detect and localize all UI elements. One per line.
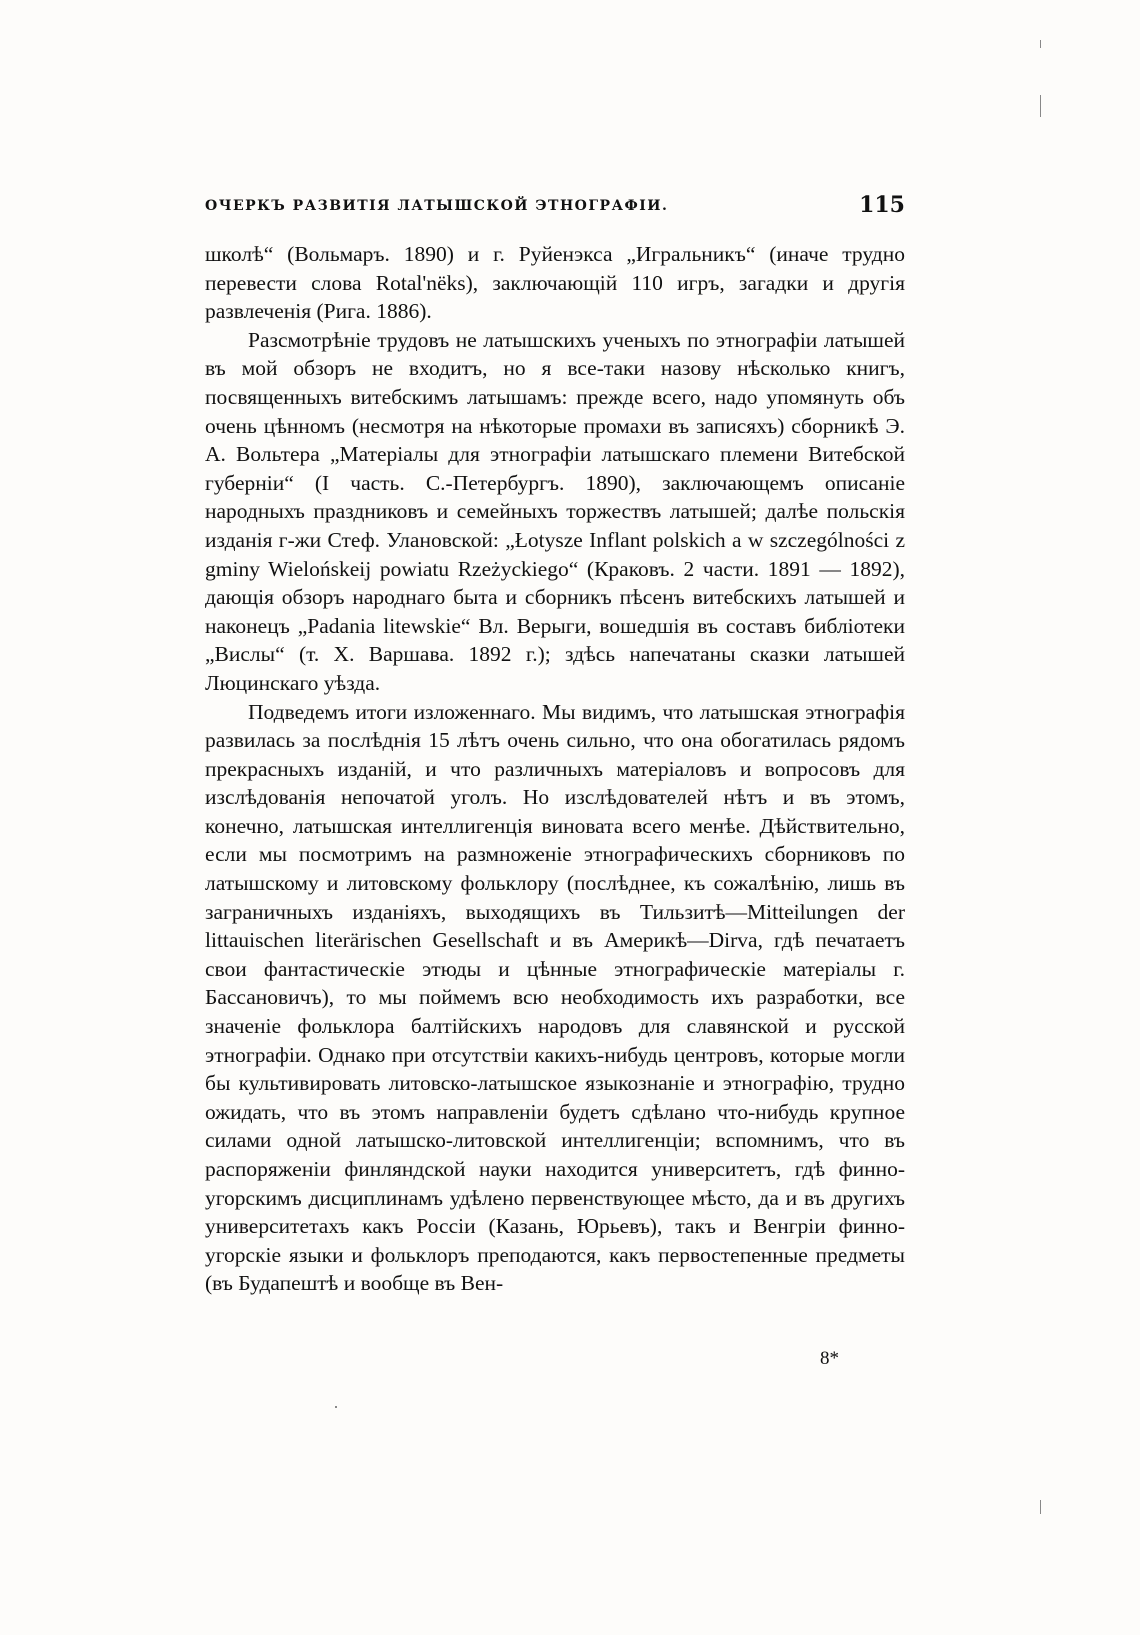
scan-speck — [1040, 95, 1041, 117]
body-text — [205, 240, 905, 1298]
paragraph-summary: Подведемъ итоги изложеннаго. Мы видимъ, что латышская этнографія развилась за послѣднія 15 лѣтъ очень сильно, что она обогатилась рядомъ прекрасныхъ изданій, и что различныхъ матеріаловъ и вопросовъ для изслѣдованія непочатой уголъ. Но изслѣдователей нѣтъ и въ этомъ, конечно, латышская интеллигенція виновата всего менѣе. Дѣйствительно, если мы посмотримъ на размноженіе этнографическихъ сборниковъ по латышскому и литовскому фольклору (послѣднее, къ сожалѣнію, лишь въ заграничныхъ изданіяхъ, выходящихъ въ Тильзитѣ—Mitteilungen der littauischen literärischen Gesellschaft и въ Америкѣ—Dirva, гдѣ печатаетъ свои фантастическіе этюды и цѣнные этнографическіе матеріалы г. Бассановичъ), то мы поймемъ всю необходимость ихъ разработки, все значеніе фольклора балтійскихъ народовъ для славянской и русской этнографіи. Однако при отсутствіи какихъ-нибудь центровъ, которые могли бы культивировать литовско-латышское языкознаніе и этнографію, трудно ожидать, что въ этомъ направленіи будетъ сдѣлано что-нибудь крупное силами одной латышско-литовской интеллигенціи; вспомнимъ, что въ распоряженіи финляндской науки находится университетъ, гдѣ финно-угорскимъ дисциплинамъ удѣлено первенствующее мѣсто, да и въ другихъ университетахъ какъ Россіи (Казань, Юрьевъ), такъ и Венгріи финно-угорскіе языки и фольклоръ преподаются, какъ первостепенные предметы (въ Будапештѣ и вообще въ Вен- — [205, 699, 905, 1296]
page-header — [205, 192, 905, 222]
scan-speck — [335, 1406, 337, 1408]
scan-speck — [1040, 1500, 1041, 1514]
page-number: 115 — [859, 192, 905, 218]
printer-signature-mark: 8* — [820, 1348, 839, 1369]
paragraph-continuation: школѣ“ (Вольмаръ. 1890) и г. Руйенэкса „Игральникъ“ (иначе трудно перевести слова Rotal'nëks), заключающій 110 игръ, загадки и другія развлеченія (Рига. 1886). — [205, 242, 905, 324]
paragraph-works-review: Разсмотрѣніе трудовъ не латышскихъ ученыхъ по этнографіи латышей въ мой обзоръ не входитъ, но я все-таки назову нѣсколько книгъ, посвященныхъ витебскимъ латышамъ: прежде всего, надо упомянуть объ очень цѣнномъ (несмотря на нѣкоторые промахи въ записяхъ) сборникѣ Э. А. Вольтера „Матеріалы для этнографіи латышскаго племени Витебской губерніи“ (I часть. С.-Петербургъ. 1890), заключающемъ описаніе народныхъ праздниковъ и семейныхъ торжествъ латышей; далѣе польскія изданія г-жи Стеф. Улановской: „Łotysze Inflant polskich a w szczególności z gminy Wielońskeij powiatu Rzeżyckiego“ (Краковъ. 2 части. 1891 — 1892), дающія обзоръ народнаго быта и сборникъ пѣсенъ витебскихъ латышей и наконецъ „Padania litewskie“ Вл. Верыги, вошедшія въ составъ библіотеки „Вислы“ (т. X. Варшава. 1892 г.); здѣсь напечатаны сказки латышей Люцинскаго уѣзда. — [205, 327, 905, 695]
scan-speck — [1040, 40, 1041, 48]
running-title: ОЧЕРКЪ РАЗВИТІЯ ЛАТЫШСКОЙ ЭТНОГРАФІИ. — [205, 198, 669, 214]
